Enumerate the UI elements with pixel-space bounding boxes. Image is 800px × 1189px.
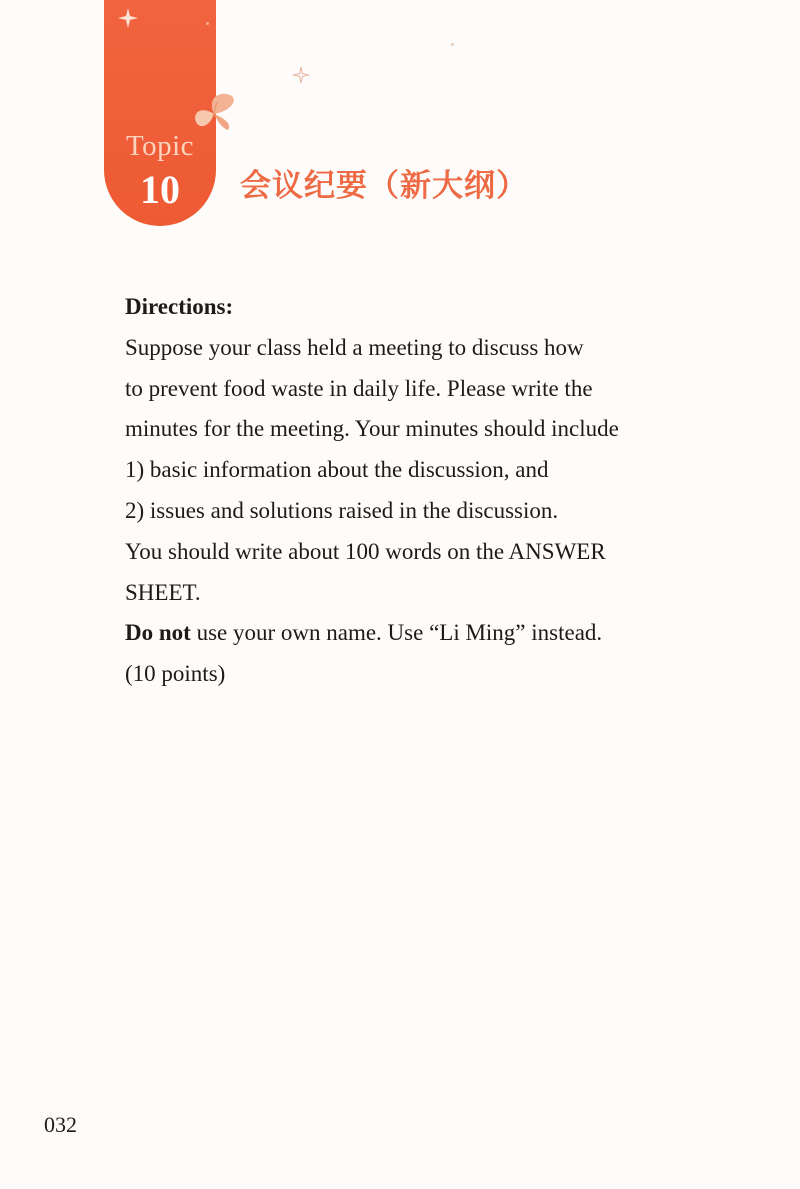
directions-line: 2) issues and solutions raised in the discussion. [125, 497, 559, 523]
sparkle-icon [118, 8, 138, 28]
note-text: use your own name. Use “Li Ming” instead. [190, 620, 603, 646]
decorative-dot [206, 22, 209, 25]
directions-heading: Directions: [125, 294, 234, 319]
sparkle-icon [292, 66, 310, 84]
directions-line: You should write about 100 words on the ANSWER [125, 538, 606, 564]
directions-block [125, 287, 670, 695]
topic-label: Topic [125, 130, 195, 162]
points-text: (10 points) [125, 661, 226, 687]
butterfly-icon [192, 92, 238, 134]
page-title: 会议纪要（新大纲） [240, 168, 528, 204]
directions-line: SHEET. [125, 579, 201, 605]
decorative-dot [451, 43, 454, 46]
topic-number: 10 [140, 167, 180, 212]
directions-line: Suppose your class held a meeting to discuss how [125, 334, 584, 360]
directions-line: minutes for the meeting. Your minutes should include [125, 416, 619, 442]
page-number: 032 [44, 1112, 77, 1137]
directions-line: 1) basic information about the discussion, and [125, 457, 549, 483]
note-emphasis: Do not [125, 620, 191, 646]
directions-note [125, 613, 670, 654]
directions-line: to prevent food waste in daily life. Please write the [125, 375, 593, 401]
